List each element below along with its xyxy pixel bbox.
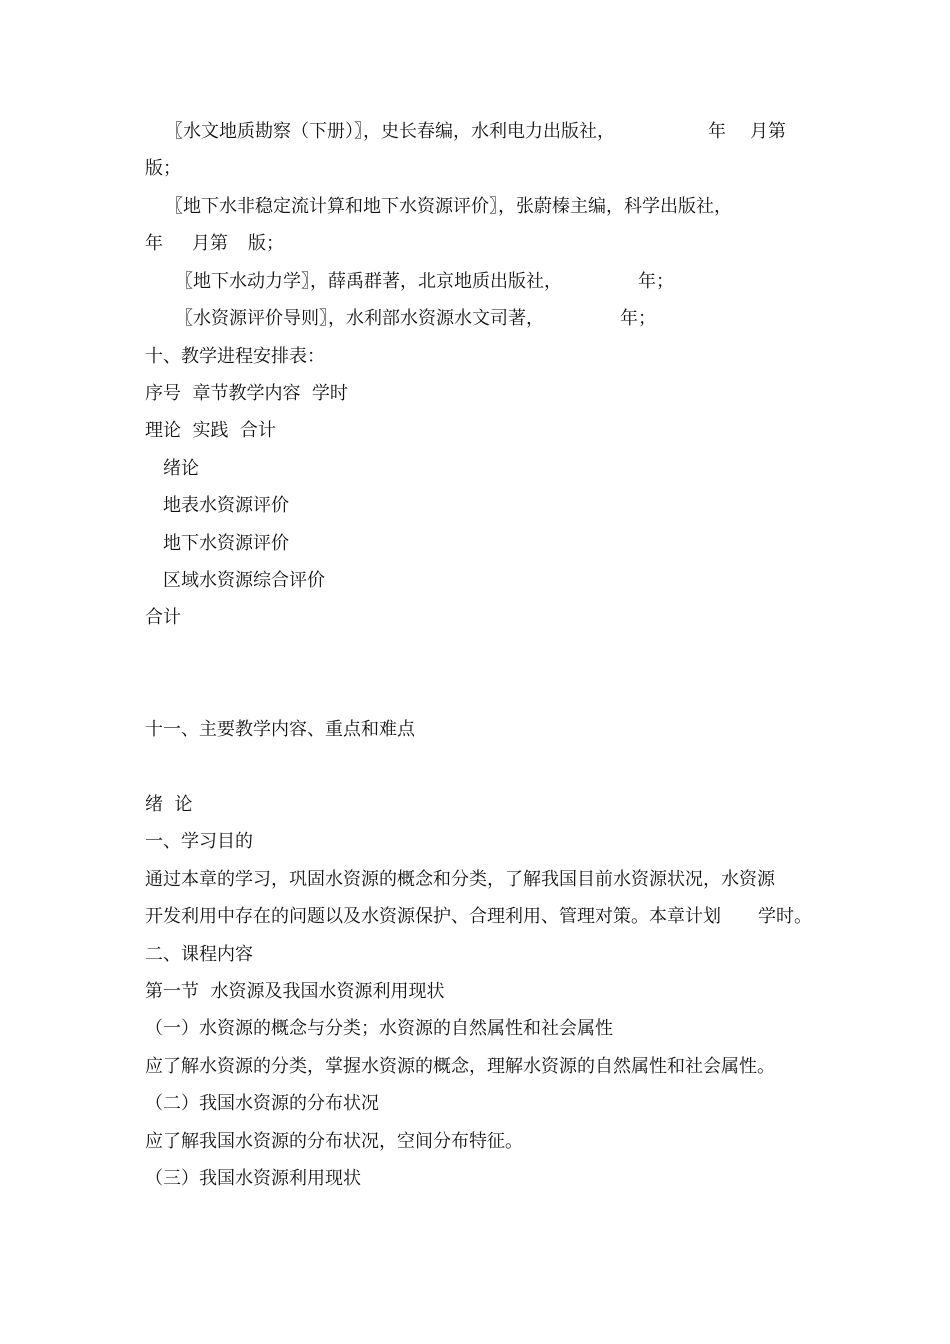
reference-2-month: 月第 [192, 233, 228, 254]
objective-paragraph-line-2: 开发利用中存在的问题以及水资源保护、合理利用、管理对策。本章计划 [145, 906, 721, 927]
reference-4-text: 〖水资源评价导则〗，水利部水资源水文司著， [175, 308, 544, 329]
objective-heading: 一、学习目的 [145, 831, 253, 852]
objective-paragraph-line-1: 通过本章的学习，巩固水资源的概念和分类，了解我国目前水资源状况，水资源 [145, 869, 775, 890]
reference-2-text: 〖地下水非稳定流计算和地下水资源评价〗，张蔚榛主编，科学出版社， [165, 196, 732, 217]
schedule-row: 地表水资源评价 [163, 495, 289, 516]
item-2-heading: （二）我国水资源的分布状况 [145, 1093, 379, 1114]
reference-4-year: 年； [620, 308, 656, 329]
section-1-title: 第一节 水资源及我国水资源利用现状 [145, 981, 445, 1002]
schedule-header-row-2: 理论 实践 合计 [145, 420, 276, 441]
reference-3-year: 年； [638, 271, 674, 292]
item-1-text: 应了解水资源的分类，掌握水资源的概念，理解水资源的自然属性和社会属性。 [145, 1056, 775, 1077]
reference-1-year: 年 [708, 121, 726, 142]
item-3-heading: （三）我国水资源利用现状 [145, 1168, 361, 1189]
content-heading: 二、课程内容 [145, 944, 253, 965]
objective-hours: 学时。 [758, 906, 812, 927]
section-11-heading: 十一、主要教学内容、重点和难点 [145, 719, 415, 740]
chapter-title: 绪 论 [145, 794, 193, 815]
schedule-total: 合计 [145, 607, 181, 628]
item-1-heading: （一）水资源的概念与分类；水资源的自然属性和社会属性 [145, 1018, 613, 1039]
reference-1-text: 〖水文地质勘察（下册）〗，史长春编，水利电力出版社， [165, 121, 615, 142]
reference-1-edition: 版； [145, 158, 181, 179]
schedule-heading: 十、教学进程安排表： [145, 346, 325, 367]
item-2-text: 应了解我国水资源的分布状况，空间分布特征。 [145, 1131, 523, 1152]
schedule-row: 绪论 [163, 458, 199, 479]
reference-3-text: 〖地下水动力学〗，薛禹群著，北京地质出版社， [175, 271, 562, 292]
reference-1-month: 月第 [750, 121, 786, 142]
schedule-header-row-1: 序号 章节教学内容 学时 [145, 383, 348, 404]
schedule-row: 区域水资源综合评价 [163, 570, 325, 591]
schedule-row: 地下水资源评价 [163, 533, 289, 554]
reference-2-year: 年 [145, 233, 163, 254]
reference-2-edition: 版； [248, 233, 284, 254]
